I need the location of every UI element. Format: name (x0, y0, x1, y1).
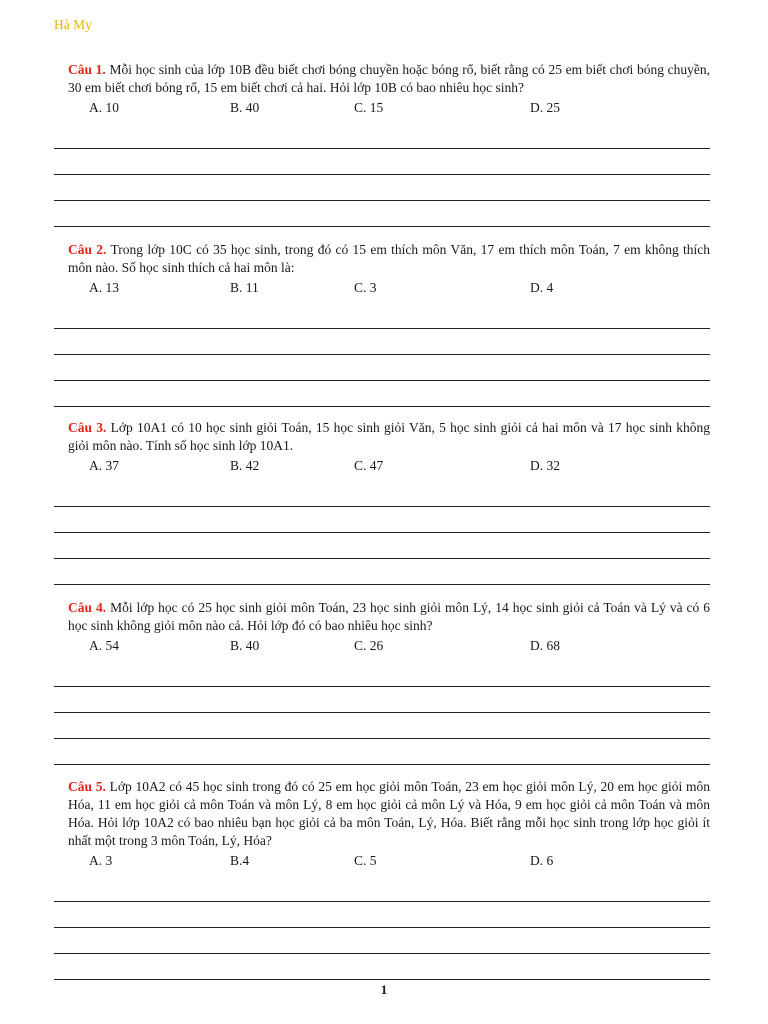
answer-lines (54, 665, 710, 765)
answer-options (54, 638, 710, 656)
question-text (68, 419, 710, 455)
question-body: Lớp 10A1 có 10 học sinh giỏi Toán, 15 học sinh giỏi Văn, 5 học sinh giỏi cả hai môn và 17 học sinh không giỏi môn nào. Tính số học sinh lớp 10A1. (68, 420, 710, 453)
question-label: Câu 5. (68, 779, 106, 794)
question-body: Mỗi lớp học có 25 học sinh giỏi môn Toán, 23 học sinh giỏi môn Lý, 14 học sinh giỏi cả Toán và Lý và có 6 học sinh không giỏi môn nào cả. Hỏi lớp đó có bao nhiêu học sinh? (68, 600, 710, 633)
writing-line (54, 739, 710, 765)
option-d: D. 6 (530, 853, 554, 868)
question-body: Trong lớp 10C có 35 học sinh, trong đó có 15 em thích môn Văn, 17 em thích môn Toán, 7 em không thích môn nào. Số học sinh thích cả hai môn là: (68, 242, 710, 275)
option-d: D. 4 (530, 280, 554, 295)
writing-line (54, 954, 710, 980)
answer-lines (54, 307, 710, 407)
option-c: C. 26 (354, 638, 384, 653)
option-b: B. 11 (230, 280, 259, 295)
writing-line (54, 507, 710, 533)
author-name: Hà My (54, 17, 92, 32)
writing-line (54, 381, 710, 407)
option-a: A. 37 (89, 458, 119, 473)
question-3 (54, 419, 710, 585)
option-a: A. 13 (89, 280, 119, 295)
question-1 (54, 61, 710, 227)
writing-line (54, 880, 710, 902)
option-b: B. 40 (230, 638, 260, 653)
option-b: B. 40 (230, 100, 260, 115)
option-b: B.4 (230, 853, 250, 868)
option-a: A. 10 (89, 100, 119, 115)
answer-options (54, 100, 710, 118)
answer-options (54, 458, 710, 476)
question-text (68, 61, 710, 97)
writing-line (54, 928, 710, 954)
writing-line (54, 713, 710, 739)
writing-line (54, 355, 710, 381)
option-c: C. 47 (354, 458, 384, 473)
option-c: C. 15 (354, 100, 384, 115)
writing-line (54, 127, 710, 149)
answer-lines (54, 880, 710, 980)
question-label: Câu 4. (68, 600, 107, 615)
question-2 (54, 241, 710, 407)
question-text (68, 241, 710, 277)
page-number: 1 (380, 982, 388, 997)
question-label: Câu 2. (68, 242, 107, 257)
question-label: Câu 1. (68, 62, 106, 77)
writing-line (54, 559, 710, 585)
question-label: Câu 3. (68, 420, 107, 435)
question-body: Lớp 10A2 có 45 học sinh trong đó có 25 em học giỏi môn Toán, 23 em học giỏi môn Lý, 20 em học giỏi môn Hóa, 11 em học giỏi cả môn Toán và môn Lý, 8 em học giỏi cả môn Lý và Hóa, 9 em học giỏi cả môn Toán và môn Hóa. Hỏi lớp 10A2 có bao nhiêu bạn học giỏi cả ba môn Toán, Lý, Hóa. Biết rằng mỗi học sinh trong lớp học giỏi ít nhất một trong 3 môn Toán, Lý, Hóa? (68, 779, 710, 848)
question-body: Mỗi học sinh của lớp 10B đều biết chơi bóng chuyền hoặc bóng rổ, biết rằng có 25 em biết chơi bóng chuyền, 30 em biết chơi bóng rổ, 15 em biết chơi cả hai. Hỏi lớp 10B có bao nhiêu học sinh? (68, 62, 710, 95)
option-d: D. 32 (530, 458, 560, 473)
writing-line (54, 307, 710, 329)
question-text (68, 599, 710, 635)
question-text (68, 778, 710, 850)
answer-options (54, 853, 710, 871)
writing-line (54, 902, 710, 928)
option-a: A. 54 (89, 638, 119, 653)
answer-options (54, 280, 710, 298)
writing-line (54, 665, 710, 687)
writing-line (54, 329, 710, 355)
option-b: B. 42 (230, 458, 260, 473)
option-d: D. 68 (530, 638, 560, 653)
option-d: D. 25 (530, 100, 560, 115)
question-4 (54, 599, 710, 765)
option-c: C. 3 (354, 280, 377, 295)
question-5 (54, 778, 710, 980)
answer-lines (54, 485, 710, 585)
writing-line (54, 687, 710, 713)
answer-lines (54, 127, 710, 227)
writing-line (54, 201, 710, 227)
writing-line (54, 485, 710, 507)
option-c: C. 5 (354, 853, 377, 868)
option-a: A. 3 (89, 853, 113, 868)
writing-line (54, 533, 710, 559)
writing-line (54, 175, 710, 201)
writing-line (54, 149, 710, 175)
